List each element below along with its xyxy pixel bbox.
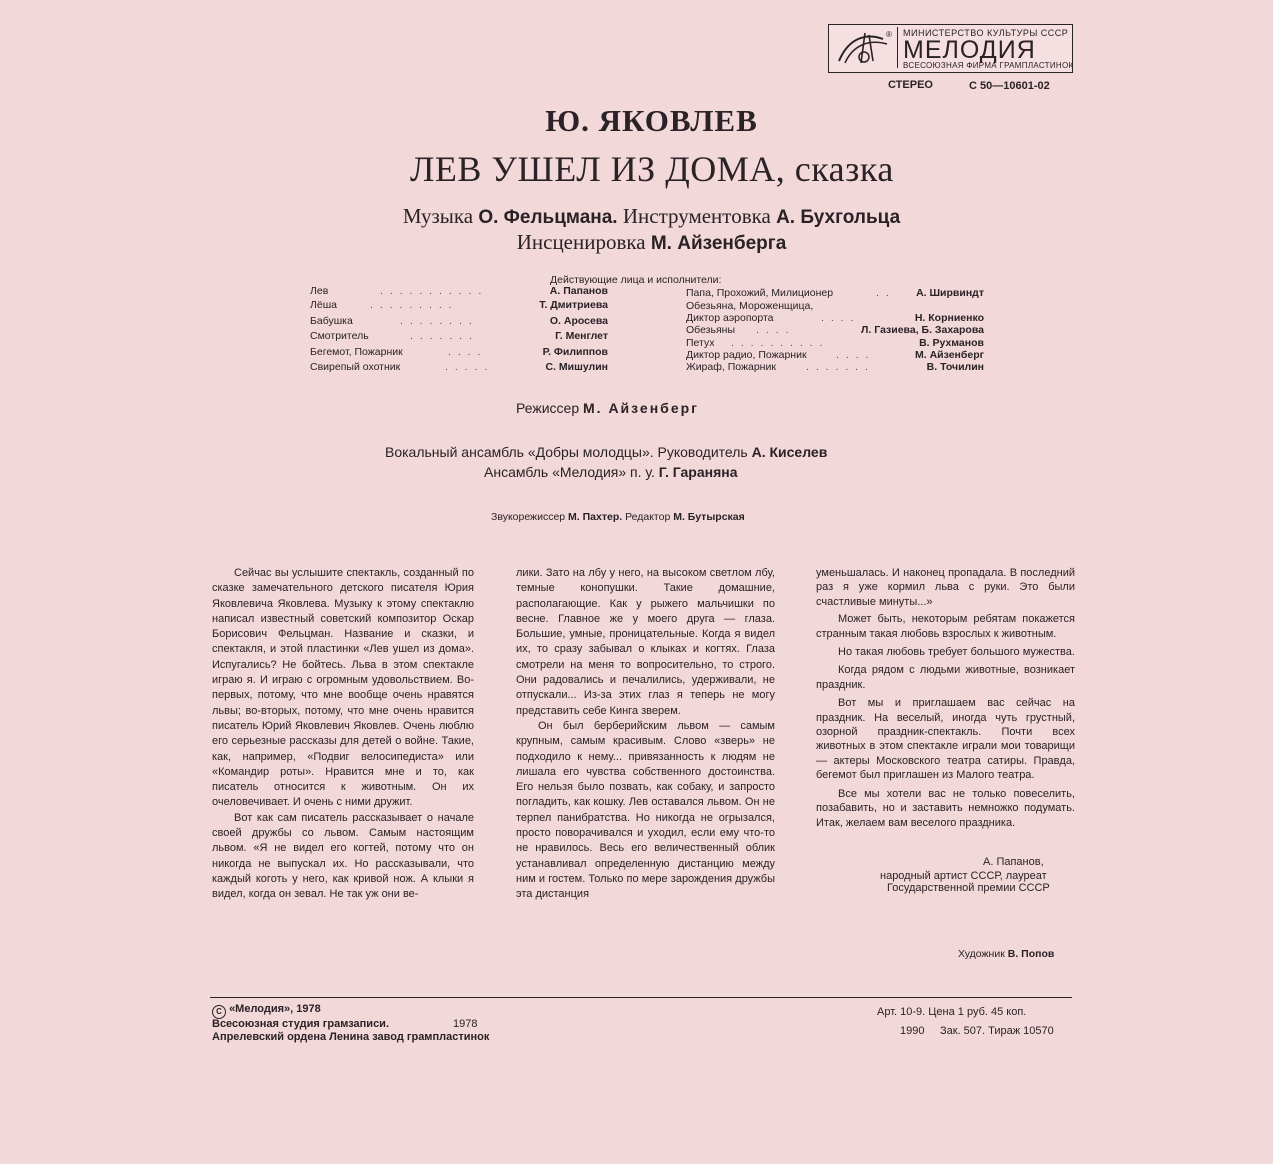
- artist-label: Художник: [958, 948, 1005, 960]
- cast-actor: Р. Филиппов: [542, 346, 608, 358]
- cast-role: Диктор аэропорта: [686, 312, 774, 324]
- cast-role: Обезьяны: [686, 324, 735, 336]
- notes-paragraph: уменьшалась. И наконец пропадала. В последний раз я уже кормил льва с руки. Это были счастливые минуты...»: [816, 567, 1075, 608]
- logo-ministry: МИНИСТЕРСТВО КУЛЬТУРЫ СССР: [903, 28, 1069, 38]
- cast-role: Лев: [310, 285, 329, 297]
- artist-credit: [958, 948, 1054, 960]
- melodiya-logo: [828, 24, 1073, 73]
- cast-dots: . . . . . . . . . . .: [380, 285, 484, 297]
- cast-actor: А. Папанов: [549, 285, 608, 297]
- catalog-number: С 50—10601-02: [969, 80, 1050, 92]
- sound-engineer-name: М. Пахтер.: [568, 511, 623, 523]
- studio-line: Всесоюзная студия грамзаписи.: [212, 1018, 390, 1030]
- cast-actor: В. Рухманов: [919, 337, 984, 349]
- ensemble-1-leader: А. Киселев: [751, 444, 828, 460]
- cast-dots: . . . . . . . . .: [370, 299, 454, 311]
- cast-actor: Л. Газиева, Б. Захарова: [861, 324, 984, 336]
- signature-title-2: Государственной премии СССР: [887, 882, 1050, 894]
- copyright-icon: C: [212, 1005, 226, 1019]
- cast-dots: . . . .: [448, 346, 483, 358]
- cast-row: [686, 287, 984, 301]
- signature-title-1: народный артист СССР, лауреат: [880, 870, 1047, 882]
- cast-role: Жираф, Пожарник: [686, 361, 776, 373]
- stereo-label: СТЕРЕО: [888, 79, 933, 91]
- cast-row: [310, 315, 608, 329]
- signature-name: А. Папанов,: [983, 856, 1044, 868]
- cast-dots: . . . . . . . .: [400, 315, 474, 327]
- director-name: М. Айзенберг: [583, 400, 699, 416]
- notes-paragraph: Вот мы и приглашаем вас сейчас на праздник. На веселый, иногда чуть грустный, озорной праздник-спектакль. Почти всех животных в этом спектакле играли мои товарищи — актеры Московского театра сатиры. Правда, бегемот был приглашен из Малого театра.: [816, 697, 1075, 782]
- ensemble-2-text: Ансамбль «Мелодия» п. у.: [484, 464, 655, 480]
- ensemble-1-text: Вокальный ансамбль «Добры молодцы». Руководитель: [385, 444, 748, 460]
- editor-name: М. Бутырская: [673, 511, 745, 523]
- cast-row: [310, 361, 608, 375]
- engineers-line: [491, 511, 745, 523]
- logo-brand: МЕЛОДИЯ: [903, 36, 1036, 64]
- cast-dots: . . . . . . . . . .: [731, 337, 825, 349]
- price-line: Арт. 10-9. Цена 1 руб. 45 коп.: [877, 1006, 1027, 1018]
- cast-row: [310, 346, 608, 360]
- notes-column-3: [816, 566, 1075, 830]
- credits-line-1: [0, 204, 1273, 229]
- instrumentation-label: Инструментовка: [622, 204, 771, 228]
- print-year: 1990: [900, 1025, 925, 1037]
- cast-dots: . . . .: [821, 312, 856, 324]
- cast-actor: Н. Корниенко: [914, 312, 984, 324]
- staging-label: Инсценировка: [516, 230, 646, 254]
- notes-paragraph: Все мы хотели вас не только повеселить, позабавить, но и заставить немножко подумать. Итак, желаем вам веселого праздника.: [816, 787, 1075, 829]
- logo-firm: ВСЕСОЮЗНАЯ ФИРМА ГРАМПЛАСТИНОК: [903, 61, 1074, 70]
- ensemble-2-leader: Г. Гараняна: [658, 464, 738, 480]
- copyright-text: «Мелодия», 1978: [229, 1003, 321, 1015]
- author: Ю. ЯКОВЛЕВ: [545, 103, 758, 138]
- cast-row: [310, 299, 608, 313]
- music-name: О. Фельцмана.: [478, 207, 618, 228]
- cast-dots: . . . . .: [445, 361, 490, 373]
- ensemble-line-1: [385, 444, 827, 460]
- notes-paragraph: Может быть, некоторым ребятам покажется странным такая любовь взрослых к животным.: [816, 613, 1075, 640]
- notes-paragraph: лики. Зато на лбу у него, на высоком светлом лбу, темные конопушки. Такие домашние, располагающие. Как у рыжего мальчишки по весне. Главное же у моего друга — глаза. Большие, умные, проницательные. Когда я видел их, то сразу забывал о клыках и когтях. Глаза смотрели на меня то вопросительно, то строго. Они радовались и печалились, удерживали, не отпускали... Из-за этих глаз я теперь не могу представить себе Кинга зверем.: [516, 567, 775, 717]
- plant-line: Апрелевский ордена Ленина завод грампластинок: [212, 1031, 490, 1043]
- footer-divider: [210, 997, 1072, 998]
- svg-text:®: ®: [886, 30, 892, 39]
- notes-paragraph: Но такая любовь требует большого мужества.: [838, 646, 1075, 659]
- director-line: [516, 400, 699, 416]
- cast-actor: Г. Менглет: [555, 330, 608, 342]
- cast-actor: С. Мишулин: [545, 361, 608, 373]
- artist-name: В. Попов: [1007, 948, 1055, 960]
- copyright-line: [212, 1003, 321, 1019]
- notes-paragraph: Вот как сам писатель рассказывает о начале своей дружбы со львом. Самым настоящим львом. «Я не видел его когтей, потому что он никогда не выпускал их. Но рассказывали, что каждый коготь у него, как кривой нож. А клыки я видел, когда он зевал. Не так уж они ве-: [212, 811, 474, 901]
- notes-paragraph: Сейчас вы услышите спектакль, созданный по сказке замечательного детского писателя Юрия Яковлевича Яковлева. Музыку к этому спектаклю написал известный советский композитор Оскар Борисович Фельцман. Название и сказки, и спектакля, и этой пластинки «Лев ушел из дома». Испугались? Не бойтесь. Льва в этом спектакле играю я. И играю с огромным удовольствием. Во-первых, потому, что мне вообще очень нравятся львы; во-вторых, потому, что мне очень нравится писатель Юрий Яковлевич Яковлев. Очень люблю его серьезные рассказы для детей о войне. Такие, как, например, «Подвиг велосипедиста» или «Командир роты». Нравится мне и то, как писатель относится к животным. Он их очеловечивает. И очень с ними дружит.: [212, 567, 474, 809]
- cast-row: [686, 361, 984, 375]
- album-title: [410, 148, 894, 190]
- cast-dots: . . . . . . .: [806, 361, 870, 373]
- cast-dots: . .: [876, 287, 891, 299]
- notes-column-1: [212, 566, 474, 903]
- editor-label: Редактор: [625, 511, 671, 523]
- music-label: Музыка: [402, 204, 474, 228]
- credits-line-2: [0, 230, 1273, 255]
- title-main: ЛЕВ УШЕЛ ИЗ ДОМА,: [410, 149, 786, 189]
- cast-row: [310, 285, 608, 299]
- cast-role: Папа, Прохожий, Милиционер: [686, 287, 834, 299]
- staging-name: М. Айзенберга: [650, 233, 787, 254]
- notes-paragraph: Когда рядом с людьми животные, возникает праздник.: [816, 664, 1075, 691]
- notes-paragraph: Он был берберийским львом — самым крупным, самым красивым. Слово «зверь» не подходило к нему... привязанность к людям не лишала его чувства собственного достоинства. Его нельзя было позвать, как собаку, и запросто погладить, как кошку. Лев оставался львом. Он не терпел панибратства. Но никогда не огрызался, просто поворачивался и уходил, если ему что-то не нравилось. Весь его величественный облик устанавливал определенную дистанцию между ним и гостем. Только по мере зарождения дружбы эта дистанция: [516, 719, 775, 901]
- cast-dots: . . . . . . .: [410, 330, 474, 342]
- cast-actor: В. Точилин: [926, 361, 984, 373]
- ensemble-line-2: [484, 464, 738, 480]
- sound-engineer-label: Звукорежиссер: [491, 511, 566, 523]
- cast-actor: М. Айзенберг: [915, 349, 984, 361]
- notes-column-2: [516, 566, 775, 903]
- cast-heading: Действующие лица и исполнители:: [550, 274, 722, 286]
- cast-actor: Т. Дмитриева: [539, 299, 608, 311]
- order-circulation: Зак. 507. Тираж 10570: [940, 1025, 1054, 1037]
- cast-role: Лёша: [310, 299, 337, 311]
- cast-role: Диктор радио, Пожарник: [686, 349, 807, 361]
- melodiya-emblem-icon: [831, 27, 898, 68]
- cast-role: Бегемот, Пожарник: [310, 346, 403, 358]
- cast-actor: О. Аросева: [549, 315, 608, 327]
- cast-role: Свирепый охотник: [310, 361, 401, 373]
- cast-dots: . . . .: [836, 349, 871, 361]
- instrumentation-name: А. Бухгольца: [776, 207, 901, 228]
- cast-actor: А. Ширвиндт: [916, 287, 984, 299]
- cast-role: Петух: [686, 337, 715, 349]
- cast-row: [686, 324, 984, 338]
- cast-role: Смотритель: [310, 330, 369, 342]
- cast-role: Обезьяна, Мороженщица,: [686, 300, 814, 312]
- cast-dots: . . . .: [756, 324, 791, 336]
- director-label: Режиссер: [516, 400, 580, 416]
- cast-role: Бабушка: [310, 315, 353, 327]
- cast-row: [310, 330, 608, 344]
- studio-year: 1978: [453, 1018, 478, 1030]
- title-sub: сказка: [794, 149, 894, 189]
